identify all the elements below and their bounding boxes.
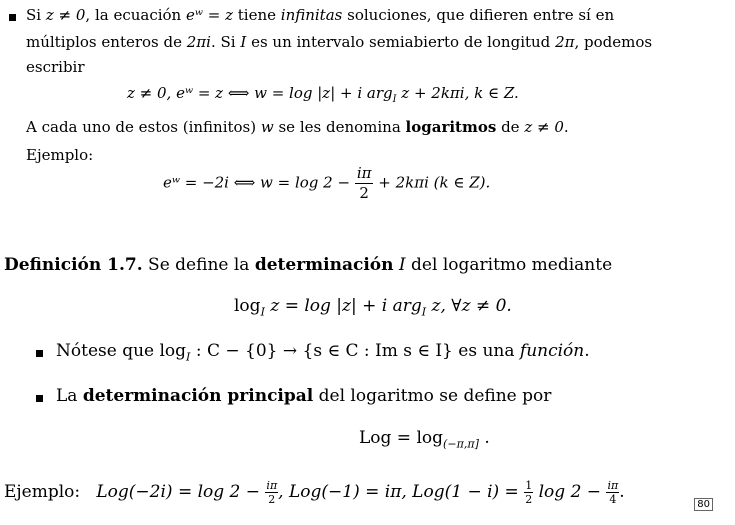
text-line bbox=[26, 33, 652, 51]
text: se les denomina bbox=[273, 118, 406, 136]
equation-display bbox=[234, 296, 512, 318]
math-subscript: I bbox=[260, 305, 265, 319]
text: Si bbox=[26, 6, 46, 24]
math-subscript: I bbox=[392, 94, 397, 105]
page-number: 80 bbox=[694, 498, 713, 511]
math: , Log(−1) = iπ, Log(1 − i) = bbox=[278, 482, 525, 502]
fraction-numerator: iπ bbox=[607, 479, 619, 492]
emphasis: función bbox=[519, 341, 585, 361]
fraction-numerator: iπ bbox=[356, 164, 372, 182]
text: tiene bbox=[232, 6, 281, 24]
math: z + 2kπi, k ∈ Z. bbox=[396, 84, 519, 102]
definition-label: Definición 1.7. bbox=[4, 255, 143, 275]
text: escribir bbox=[26, 58, 85, 76]
text-line bbox=[26, 58, 85, 76]
fraction-denominator: 2 bbox=[359, 184, 369, 202]
text: La bbox=[56, 386, 83, 406]
math-subscript: I bbox=[421, 305, 427, 319]
text-line bbox=[26, 146, 93, 164]
text-line bbox=[56, 386, 551, 406]
text-line bbox=[26, 6, 614, 24]
math: : C − {0} → {s ∈ C : Im s ∈ I} es una bbox=[190, 341, 520, 361]
fraction-denominator: 4 bbox=[609, 493, 617, 506]
fraction-denominator: 2 bbox=[268, 493, 276, 506]
emphasis: infinitas bbox=[280, 6, 343, 24]
equation-display bbox=[163, 166, 490, 201]
math: w bbox=[260, 118, 274, 136]
math: Log = log bbox=[359, 428, 444, 448]
math: 2πi bbox=[186, 33, 211, 51]
math: . bbox=[478, 428, 490, 448]
text: múltiplos enteros de bbox=[26, 33, 187, 51]
definition-line bbox=[4, 255, 612, 275]
text: A cada uno de estos (infinitos) bbox=[26, 118, 261, 136]
math: Log(−2i) = log 2 − bbox=[96, 482, 266, 502]
text: soluciones, que difieren entre sí en bbox=[342, 6, 615, 24]
math: z ≠ 0 bbox=[524, 118, 564, 136]
text: del logaritmo mediante bbox=[405, 255, 613, 275]
math: I bbox=[240, 33, 247, 51]
math-subscript: I bbox=[186, 350, 191, 364]
bold-term: determinación bbox=[254, 255, 394, 275]
math: eʷ = −2i ⟺ w = log 2 − bbox=[163, 173, 355, 192]
bullet-marker bbox=[9, 14, 16, 21]
text: es un intervalo semiabierto de longitud bbox=[246, 33, 556, 51]
math-subscript: (−π,π] bbox=[443, 437, 479, 451]
bullet-marker bbox=[36, 395, 43, 402]
math: z ≠ 0, eʷ = z ⟺ w = log |z| + i arg bbox=[127, 84, 393, 102]
example-line bbox=[4, 480, 625, 505]
fraction bbox=[606, 480, 619, 505]
text: . bbox=[619, 482, 625, 502]
math: z = log |z| + i arg bbox=[264, 296, 422, 316]
math: I bbox=[393, 255, 406, 275]
math: z, ∀z ≠ 0. bbox=[426, 296, 512, 316]
math: 2π bbox=[555, 33, 575, 51]
text: Se define la bbox=[142, 255, 255, 275]
bold-term: determinación principal bbox=[82, 386, 314, 406]
fraction-numerator: 1 bbox=[525, 479, 533, 492]
text: Nótese que log bbox=[56, 341, 187, 361]
equation-display bbox=[359, 428, 490, 450]
text: , podemos bbox=[574, 33, 653, 51]
math: eʷ = z bbox=[186, 6, 233, 24]
math: log bbox=[234, 296, 261, 316]
text: Ejemplo: bbox=[26, 146, 94, 164]
math: + 2kπi (k ∈ Z). bbox=[373, 173, 491, 192]
text: . bbox=[563, 118, 569, 136]
math: log 2 − bbox=[533, 482, 607, 502]
text: . Si bbox=[210, 33, 241, 51]
fraction bbox=[355, 166, 374, 201]
fraction-denominator: 2 bbox=[525, 493, 533, 506]
text-line bbox=[56, 341, 590, 363]
bullet-marker bbox=[36, 350, 43, 357]
text: . bbox=[584, 341, 590, 361]
bold-term: logaritmos bbox=[405, 118, 497, 136]
equation-display bbox=[127, 84, 519, 105]
text-line bbox=[26, 118, 569, 136]
example-label: Ejemplo: bbox=[4, 482, 81, 502]
math: z ≠ 0 bbox=[45, 6, 86, 24]
text: de bbox=[496, 118, 525, 136]
fraction-numerator: iπ bbox=[266, 479, 278, 492]
fraction bbox=[524, 480, 533, 505]
text: , la ecuación bbox=[85, 6, 186, 24]
text: del logaritmo se define por bbox=[313, 386, 552, 406]
fraction bbox=[265, 480, 278, 505]
